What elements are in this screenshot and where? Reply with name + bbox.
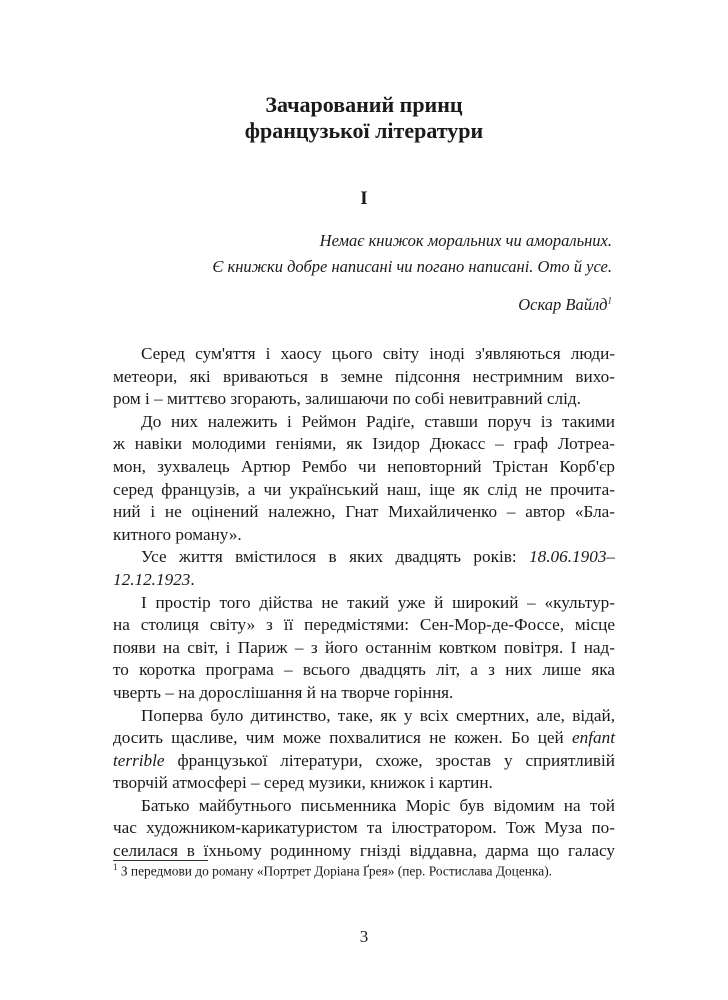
- text-line: [113, 795, 615, 818]
- text-segment: ний і не оцінений належно, Гнат Михайличенко – автор «Бла-: [113, 502, 615, 522]
- text-segment: .: [190, 569, 195, 589]
- text-line: [113, 524, 615, 547]
- text-line: [113, 479, 615, 502]
- text-line: [113, 388, 615, 411]
- text-line: [113, 705, 615, 728]
- text-segment: мон, зухвалець Артюр Рембо чи неповторний Трістан Корб'єр: [113, 456, 615, 476]
- text-line: [113, 546, 615, 569]
- text-line: [113, 411, 615, 434]
- text-segment: появи на світ, і Париж – з його останнім ковтком повітря. І над-: [113, 637, 615, 657]
- italic-text: enfant: [572, 728, 615, 748]
- text-line: [113, 456, 615, 479]
- text-segment: то коротка програма – всього двадцять літ, а з них лише яка: [113, 660, 615, 680]
- footnote-text: З передмови до роману «Портрет Доріана Ґрея» (пер. Ростислава Доценка).: [117, 863, 552, 879]
- text-segment: І простір того дійства не такий уже й широкий – «культур-: [141, 592, 615, 612]
- footnote-divider: [113, 860, 208, 861]
- text-line: [113, 772, 615, 795]
- text-line: [113, 366, 615, 389]
- italic-text: 12.12.1923: [113, 569, 191, 589]
- title-line-2: французької літератури: [244, 118, 484, 143]
- italic-text: 18.06.1903–: [529, 547, 615, 567]
- text-segment: досить щасливе, чим може похвалитися не кожен. Бо цей: [113, 728, 573, 748]
- text-line: [113, 817, 615, 840]
- text-line: [113, 592, 615, 615]
- chapter-number: I: [360, 188, 368, 209]
- epigraph-line-1: Немає книжок моральних чи аморальних.: [319, 231, 612, 250]
- title-line-1: Зачарований принц: [265, 92, 463, 117]
- text-segment: французької літератури, схоже, зростав у сприятливій: [164, 750, 615, 770]
- text-segment: на столиця світу» з її передмістями: Сен-Мор-де-Фоссе, місце: [113, 615, 615, 635]
- footnote-mark: 1: [113, 862, 118, 872]
- text-segment: Усе життя вмістилося в яких двадцять років:: [141, 547, 530, 567]
- text-segment: Поперва було дитинство, таке, як у всіх смертних, але, відай,: [141, 705, 615, 725]
- epigraph-author-name: Оскар Вайлд: [518, 295, 608, 314]
- text-line: [113, 637, 615, 660]
- text-line: [113, 682, 615, 705]
- text-segment: ром і – миттєво згорають, залишаючи по собі невитравний слід.: [113, 389, 581, 409]
- text-line: [113, 569, 615, 592]
- text-segment: серед французів, а чи український наш, іще як слід не прочита-: [113, 479, 615, 499]
- text-segment: творчій атмосфері – серед музики, книжок і картин.: [113, 773, 493, 793]
- epigraph-line-2: Є книжки добре написані чи погано написані. Ото й усе.: [212, 257, 612, 276]
- text-line: [113, 750, 615, 773]
- page-number: 3: [359, 927, 369, 946]
- text-segment: ж навіки молодими геніями, як Ізидор Дюкасс – граф Лотреа-: [113, 434, 615, 454]
- text-segment: китного роману».: [113, 524, 242, 544]
- text-line: [113, 727, 615, 750]
- epigraph-author: [518, 295, 612, 315]
- text-segment: Серед сум'яття і хаосу цього світу іноді з'являються люди-: [141, 344, 615, 363]
- text-segment: час художником-карикатуристом та ілюстратором. Тож Муза по-: [113, 818, 615, 838]
- text-segment: Батько майбутнього письменника Моріс був відомим на той: [141, 795, 615, 815]
- footnote-reference: 1: [607, 295, 612, 306]
- text-segment: селилася в їхньому родинному гнізді віддавна, дарма що галасу: [113, 841, 615, 861]
- text-segment: чверть – на дорослішання й на творче горіння.: [113, 682, 454, 702]
- text-segment: До них належить і Реймон Радіґе, ставши поруч із такими: [141, 411, 615, 431]
- footnote: [113, 862, 552, 879]
- text-line: [113, 433, 615, 456]
- text-line: [113, 614, 615, 637]
- body-text: [113, 343, 615, 863]
- text-line: [113, 501, 615, 524]
- italic-text: terrible: [113, 750, 165, 770]
- text-line: [113, 659, 615, 682]
- text-segment: метеори, які вриваються в земне підсоння нестримним вихо-: [113, 366, 615, 386]
- text-line: [113, 343, 615, 366]
